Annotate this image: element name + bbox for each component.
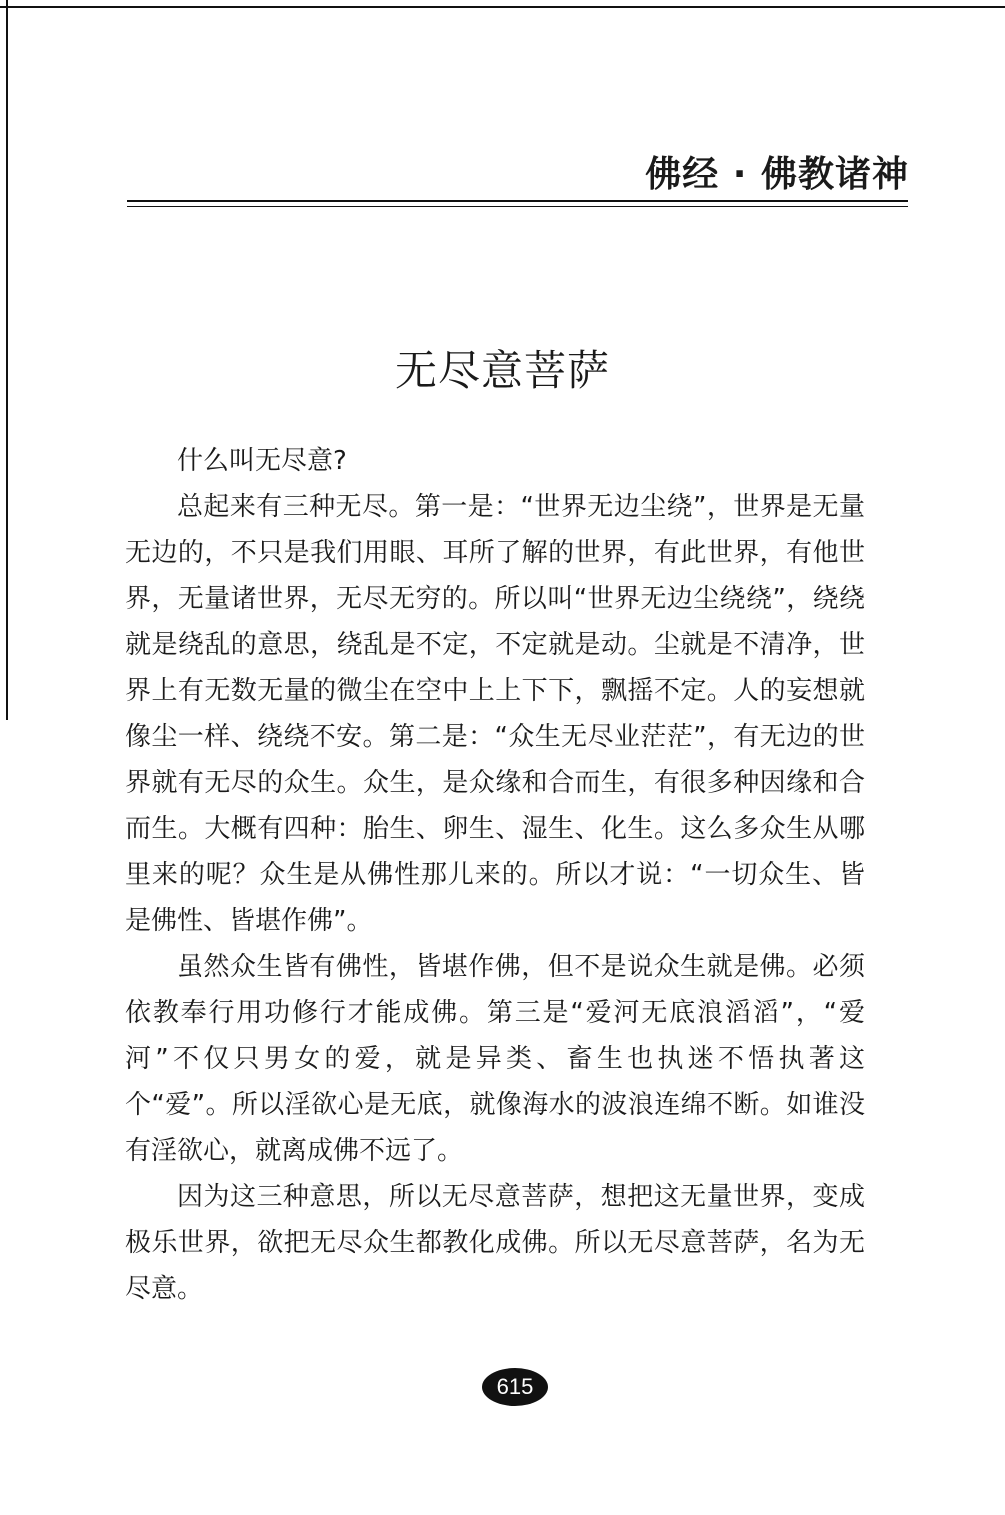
header-rule-thin bbox=[127, 206, 908, 207]
page-number-badge: 615 bbox=[482, 1368, 548, 1406]
body-text bbox=[125, 438, 865, 1312]
paragraph: 虽然众生皆有佛性，皆堪作佛，但不是说众生就是佛。必须依教奉行用功修行才能成佛。第三是“爱河无底浪滔滔”，“爱河”不仅只男女的爱，就是异类、畜生也执迷不悟执著这个“爱”。所以淫欲心是无底，就像海水的波浪连绵不断。如谁没有淫欲心，就离成佛不远了。 bbox=[125, 952, 865, 1166]
header-rule-thick bbox=[127, 200, 908, 202]
scan-border-top bbox=[0, 6, 1005, 8]
paragraph: 因为这三种意思，所以无尽意菩萨，想把这无量世界，变成极乐世界，欲把无尽众生都教化成佛。所以无尽意菩萨，名为无尽意。 bbox=[125, 1182, 865, 1304]
paragraph: 总起来有三种无尽。第一是：“世界无边尘绕”，世界是无量无边的，不只是我们用眼、耳所了解的世界，有此世界，有他世界，无量诸世界，无尽无穷的。所以叫“世界无边尘绕绕”，绕绕就是绕乱的意思，绕乱是不定，不定就是动。尘就是不清净，世界上有无数无量的微尘在空中上上下下，飘摇不定。人的妄想就像尘一样、绕绕不安。第二是：“众生无尽业茫茫”，有无边的世界就有无尽的众生。众生，是众缘和合而生，有很多种因缘和合而生。大概有四种：胎生、卵生、湿生、化生。这么多众生从哪里来的呢？众生是从佛性那儿来的。所以才说：“一切众生、皆是佛性、皆堪作佛”。 bbox=[125, 492, 865, 936]
paragraph: 什么叫无尽意? bbox=[177, 446, 347, 476]
running-header: 佛经 · 佛教诸神 bbox=[645, 154, 909, 195]
page-title: 无尽意菩萨 bbox=[394, 346, 610, 396]
